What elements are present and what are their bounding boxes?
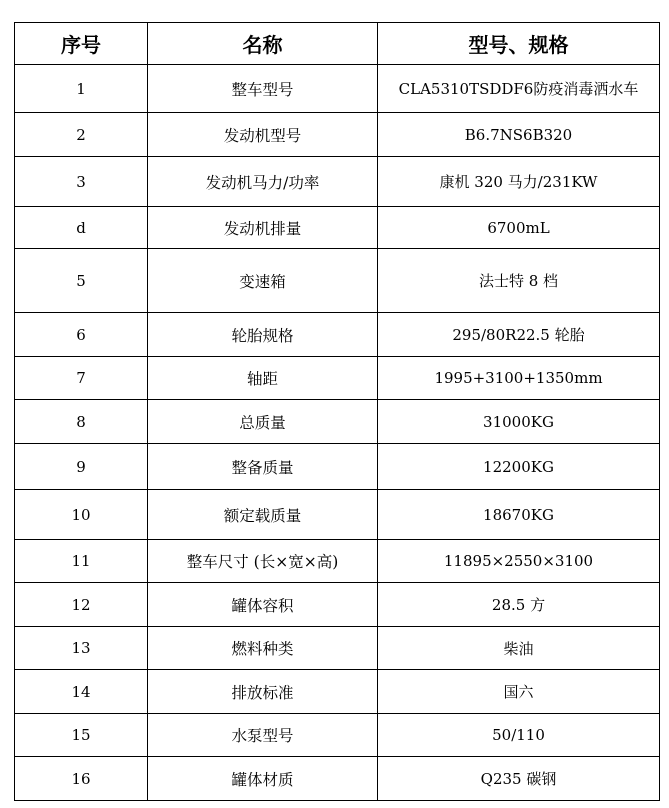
table-row: [15, 583, 660, 627]
row-name: 整车型号: [148, 65, 378, 113]
row-no: 1: [15, 65, 148, 113]
row-no: 7: [15, 357, 148, 400]
table-row: [15, 444, 660, 490]
row-name: 发动机排量: [148, 207, 378, 249]
table-row: [15, 757, 660, 801]
row-name: 罐体材质: [148, 757, 378, 801]
row-name: 发动机型号: [148, 113, 378, 157]
row-name: 整车尺寸 (长×宽×高): [148, 540, 378, 583]
table-row: [15, 400, 660, 444]
table-row: [15, 113, 660, 157]
row-spec: 法士特 8 档: [378, 249, 660, 313]
table-row: [15, 540, 660, 583]
row-spec: CLA5310TSDDF6防疫消毒洒水车: [378, 65, 660, 113]
row-no: 2: [15, 113, 148, 157]
row-no: 15: [15, 714, 148, 757]
row-spec: 6700mL: [378, 207, 660, 249]
row-no: 9: [15, 444, 148, 490]
row-spec: 康机 320 马力/231KW: [378, 157, 660, 207]
row-name: 发动机马力/功率: [148, 157, 378, 207]
row-no: 11: [15, 540, 148, 583]
row-spec: 295/80R22.5 轮胎: [378, 313, 660, 357]
row-name: 变速箱: [148, 249, 378, 313]
row-name: 罐体容积: [148, 583, 378, 627]
row-name: 轴距: [148, 357, 378, 400]
table-row: [15, 65, 660, 113]
row-no: 14: [15, 670, 148, 714]
row-no: 3: [15, 157, 148, 207]
row-no: 13: [15, 627, 148, 670]
row-name: 总质量: [148, 400, 378, 444]
table-row: [15, 627, 660, 670]
row-name: 排放标准: [148, 670, 378, 714]
row-spec: Q235 碳钢: [378, 757, 660, 801]
header-spec: 型号、规格: [378, 23, 660, 65]
row-no: d: [15, 207, 148, 249]
header-row: [15, 23, 660, 65]
table-row: [15, 157, 660, 207]
header-no: 序号: [15, 23, 148, 65]
row-spec: 柴油: [378, 627, 660, 670]
row-name: 整备质量: [148, 444, 378, 490]
table-row: [15, 313, 660, 357]
row-spec: 28.5 方: [378, 583, 660, 627]
row-no: 5: [15, 249, 148, 313]
row-spec: 1995+3100+1350mm: [378, 357, 660, 400]
row-spec: 50/110: [378, 714, 660, 757]
row-no: 6: [15, 313, 148, 357]
row-name: 额定载质量: [148, 490, 378, 540]
row-spec: 31000KG: [378, 400, 660, 444]
table-row: [15, 207, 660, 249]
row-no: 16: [15, 757, 148, 801]
row-spec: 11895×2550×3100: [378, 540, 660, 583]
row-no: 10: [15, 490, 148, 540]
row-name: 水泵型号: [148, 714, 378, 757]
table-row: [15, 490, 660, 540]
row-name: 轮胎规格: [148, 313, 378, 357]
table-row: [15, 714, 660, 757]
header-name: 名称: [148, 23, 378, 65]
row-no: 8: [15, 400, 148, 444]
table-row: [15, 357, 660, 400]
table-row: [15, 670, 660, 714]
row-spec: 12200KG: [378, 444, 660, 490]
row-no: 12: [15, 583, 148, 627]
row-spec: B6.7NS6B320: [378, 113, 660, 157]
row-spec: 国六: [378, 670, 660, 714]
row-name: 燃料种类: [148, 627, 378, 670]
spec-table: [14, 22, 660, 801]
table-row: [15, 249, 660, 313]
row-spec: 18670KG: [378, 490, 660, 540]
